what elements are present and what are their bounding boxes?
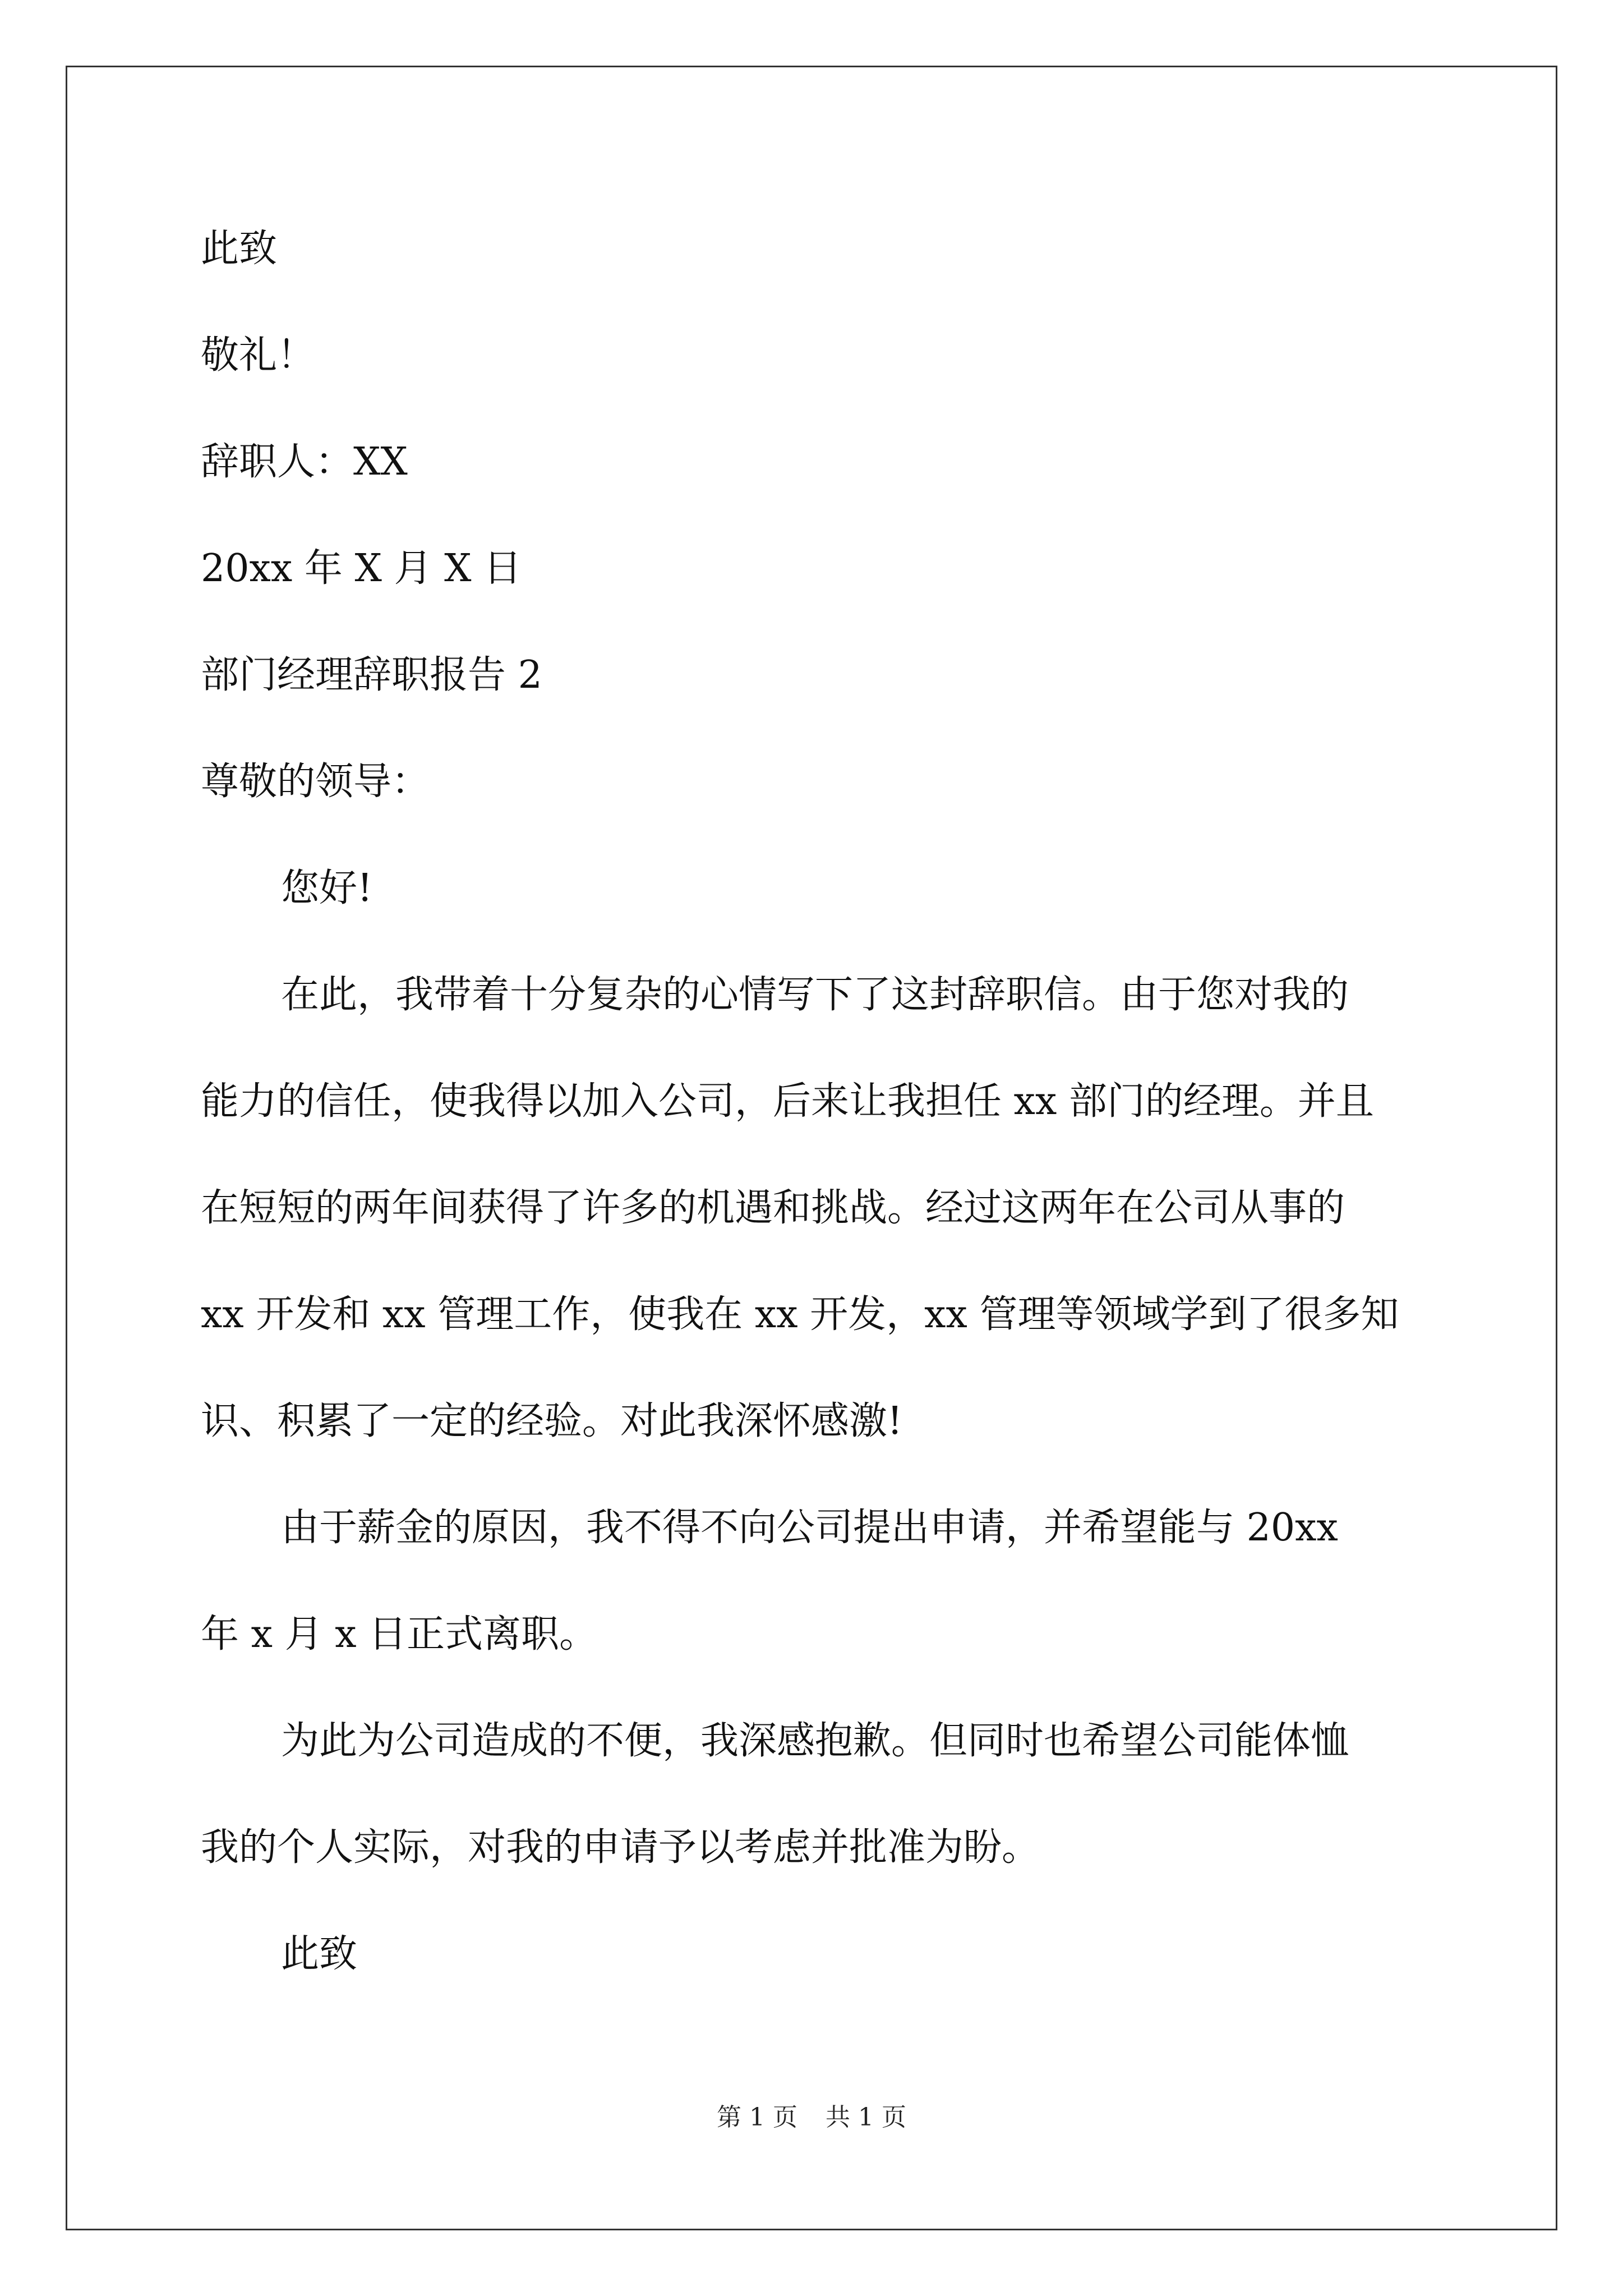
paragraph1-line3: 在短短的两年间获得了许多的机遇和挑战。经过这两年在公司从事的 [201,1186,1345,1230]
paragraph1-line2: 能力的信任，使我得以加入公司，后来让我担任 xx 部门的经理。并且 [201,1079,1374,1124]
paragraph3-line1: 为此为公司造成的不便，我深感抱歉。但同时也希望公司能体恤 [281,1719,1349,1763]
page-total: 共 1 页 [826,2103,906,2132]
salutation-top: 此致 [201,227,278,271]
section-title: 部门经理辞职报告 2 [201,653,542,697]
paragraph2-line1: 由于薪金的原因，我不得不向公司提出申请，并希望能与 20xx [281,1506,1338,1550]
greeting: 尊敬的领导： [201,760,430,804]
paragraph1-line1: 在此，我带着十分复杂的心情写下了这封辞职信。由于您对我的 [281,973,1349,1017]
salutation-bottom: 此致 [281,1932,358,1976]
regards-top: 敬礼！ [201,333,316,378]
signer-line: 辞职人：XX [201,440,408,484]
page-border [66,66,1557,2230]
paragraph2-line2: 年 x 月 x 日正式离职。 [201,1612,598,1657]
page-footer [0,2097,1623,2133]
page-number: 第 1 页 [717,2103,797,2132]
paragraph3-line2: 我的个人实际，对我的申请予以考虑并批准为盼。 [201,1825,1040,1870]
paragraph1-line4: xx 开发和 xx 管理工作，使我在 xx 开发，xx 管理等领域学到了很多知 [201,1292,1399,1337]
date-line: 20xx 年 X 月 X 日 [201,546,522,591]
hello-line: 您好! [281,866,373,910]
paragraph1-line5: 识、积累了一定的经验。对此我深怀感激! [201,1399,903,1443]
